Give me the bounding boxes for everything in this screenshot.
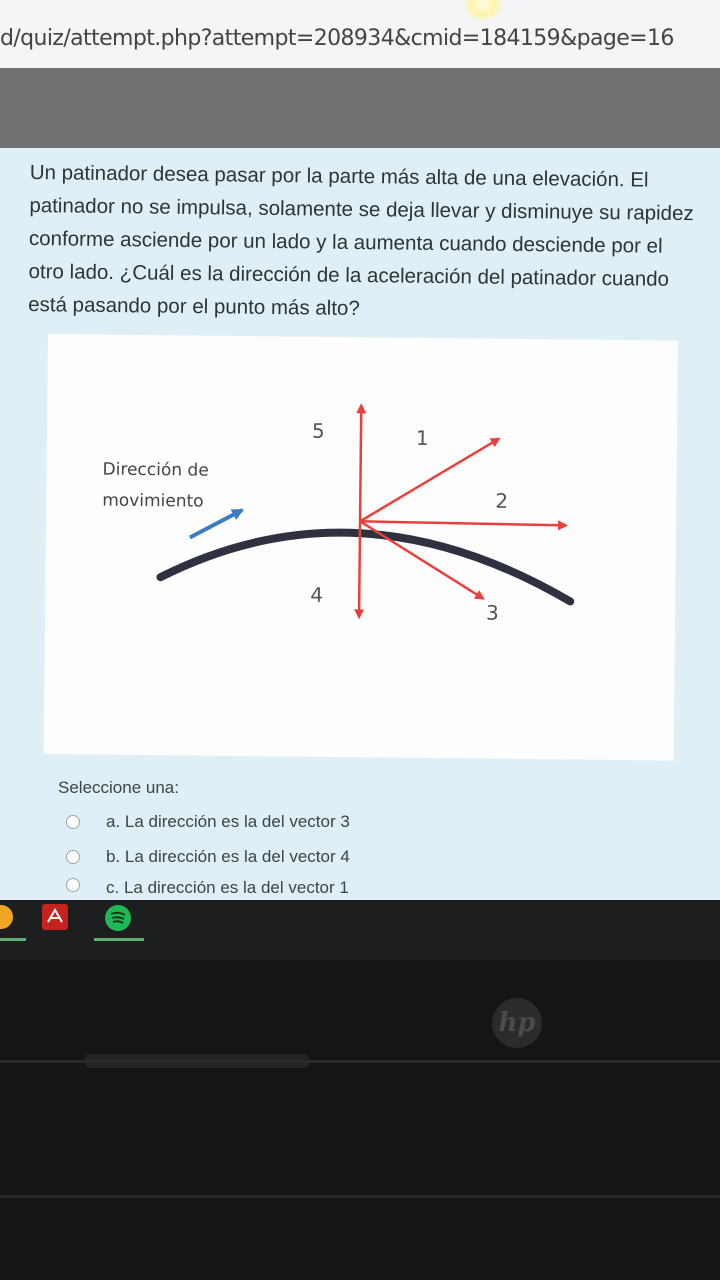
answer-option-label: b. La dirección es la del vector 4: [106, 847, 350, 866]
answer-option-label: a. La dirección es la del vector 3: [106, 812, 350, 831]
vector-3-arrow: [359, 521, 484, 598]
question-figure: [44, 334, 678, 761]
radio-button[interactable]: [66, 878, 80, 892]
vector-diagram: [44, 334, 678, 761]
laptop-edge: [0, 1060, 720, 1063]
direction-label-line2: movimiento: [102, 490, 204, 512]
active-app-indicator: [0, 938, 26, 941]
screen-glare: [462, 0, 504, 20]
hill-curve: [160, 531, 571, 602]
vector-4-label: 4: [310, 582, 324, 607]
vector-2-label: 2: [495, 488, 509, 513]
answer-option-label: c. La dirección es la del vector 1: [106, 878, 349, 894]
direction-label: [102, 455, 209, 518]
vector-5-arrow: [360, 405, 361, 521]
spotify-icon[interactable]: [104, 904, 130, 930]
question-text: Un patinador desea pasar por la parte más alta de una elevación. El patinador no se impulsa, solamente se deja llevar y disminuye su rapidez conforme asciende por un lado y la aumenta cuando desciende por el otro lado. ¿Cuál es la dirección de la aceleración del patinador cuando está pasando por el punto más alto?: [28, 160, 694, 321]
vector-4-arrow: [359, 521, 360, 617]
pdf-reader-icon[interactable]: [42, 904, 68, 930]
direction-label-line1: Dirección de: [102, 459, 209, 481]
vector-2-arrow: [360, 521, 566, 525]
quiz-content: [0, 148, 720, 910]
answer-option-a[interactable]: [66, 810, 350, 834]
radio-button[interactable]: [66, 815, 80, 829]
answer-option-c[interactable]: [66, 878, 349, 894]
radio-button[interactable]: [66, 850, 80, 864]
select-one-prompt: Seleccione una:: [58, 778, 179, 797]
address-bar[interactable]: [0, 0, 720, 69]
vector-1-label: 1: [415, 425, 429, 450]
vector-3-label: 3: [485, 600, 499, 625]
laptop-edge: [0, 1195, 720, 1198]
answer-option-b[interactable]: [66, 845, 350, 869]
vector-5-label: 5: [311, 418, 325, 443]
url-text[interactable]: d/quiz/attempt.php?attempt=208934&cmid=184159&page=16: [0, 26, 674, 51]
app-icon[interactable]: [0, 904, 14, 930]
page-header-band: [0, 68, 720, 148]
active-app-indicator: [94, 938, 144, 941]
vector-1-arrow: [360, 437, 499, 522]
hp-logo: hp: [492, 998, 542, 1048]
